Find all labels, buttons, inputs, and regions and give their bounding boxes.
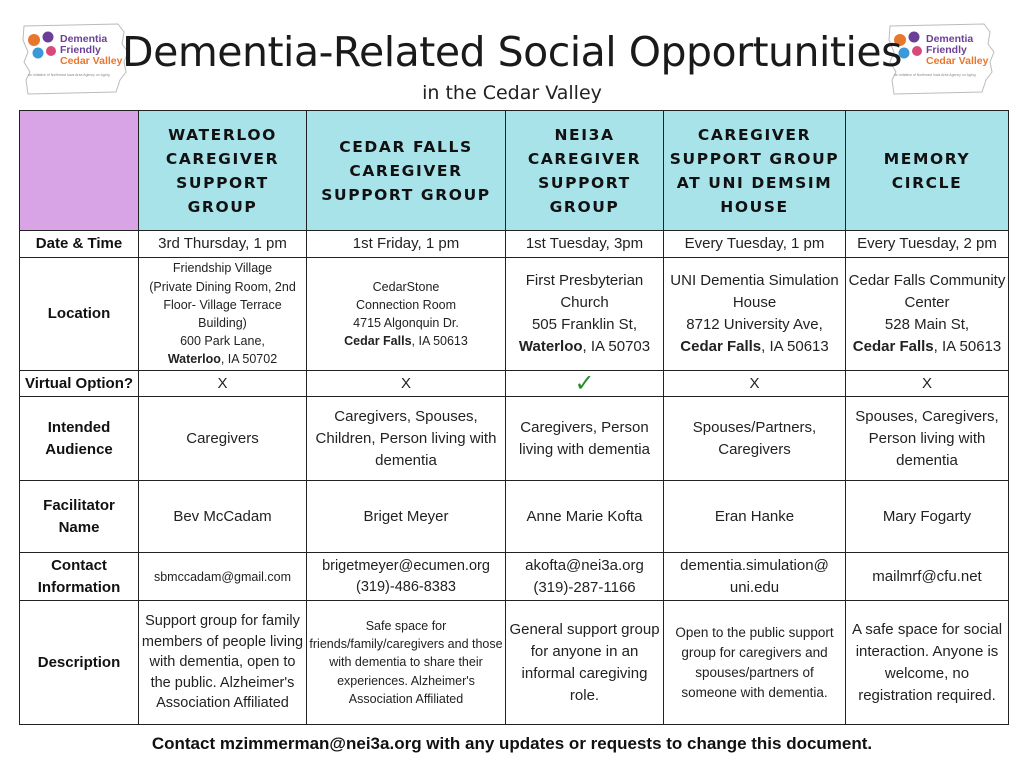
location-city: Waterloo	[167, 352, 221, 367]
virtual-cell: X	[846, 371, 1009, 397]
facilitator-cell: Bev McCadam	[139, 481, 307, 553]
table-row-description	[20, 601, 1009, 725]
audience-cell: Caregivers, Spouses, Children, Person living with dementia	[307, 397, 506, 481]
location-line: 600 Park Lane,	[180, 334, 265, 349]
logo-text-line3: Cedar Valley	[926, 55, 989, 67]
row-label-contact: Contact Information	[20, 553, 139, 601]
row-label-facilitator: Facilitator Name	[20, 481, 139, 553]
opportunities-table	[19, 110, 1009, 725]
datetime-cell: Every Tuesday, 2 pm	[846, 231, 1009, 258]
location-line: 528 Main St,	[884, 316, 970, 333]
logo-text-line3: Cedar Valley	[60, 55, 123, 67]
contact-email-link[interactable]: akofta@nei3a.org	[525, 556, 644, 574]
page-subtitle: in the Cedar Valley	[422, 82, 602, 104]
location-line: Friendship Village	[172, 261, 273, 276]
column-header-waterloo: WATERLOO CAREGIVER SUPPORT GROUP	[139, 111, 307, 231]
description-cell: General support group for anyone in an informal caregiving role.	[506, 601, 664, 725]
description-cell: Safe space for friends/family/caregivers and those with dementia to share their experiences. Alzheimer's Association Affiliated	[307, 601, 506, 725]
table-row-facilitator	[20, 481, 1009, 553]
datetime-cell: Every Tuesday, 1 pm	[664, 231, 846, 258]
contact-cell	[846, 553, 1009, 601]
location-cell-uni-demsim	[664, 258, 846, 371]
contact-cell	[307, 553, 506, 601]
description-cell: Open to the public support group for caregivers and spouses/partners of someone with dementia.	[664, 601, 846, 725]
location-city: Cedar Falls	[680, 338, 762, 355]
column-header-cedar-falls: CEDAR FALLS CAREGIVER SUPPORT GROUP	[307, 111, 506, 231]
location-line: CedarStone	[372, 280, 440, 294]
location-line: First Presbyterian Church	[525, 272, 644, 311]
page-title: Dementia-Related Social Opportunities	[122, 28, 902, 76]
facilitator-cell: Briget Meyer	[307, 481, 506, 553]
location-city: Waterloo	[518, 338, 583, 355]
contact-cell	[506, 553, 664, 601]
logo-tagline: An initiative of Northeast Iowa Area Agency on Aging	[894, 73, 976, 77]
location-line: Cedar Falls Community Center	[848, 272, 1006, 311]
table-row-contact	[20, 553, 1009, 601]
facilitator-cell: Eran Hanke	[664, 481, 846, 553]
audience-cell: Caregivers	[139, 397, 307, 481]
location-city: Cedar Falls	[344, 334, 412, 348]
virtual-cell: X	[139, 371, 307, 397]
logo-text-line1: Dementia	[60, 33, 108, 45]
description-cell: Support group for family members of people living with dementia, open to the public. Alzheimer's Association Affiliated	[139, 601, 307, 725]
location-cell-waterloo	[139, 258, 307, 371]
row-label-datetime: Date & Time	[20, 231, 139, 258]
location-line: 4715 Algonquin Dr.	[353, 316, 459, 330]
checkmark-icon: ✓	[506, 371, 664, 397]
facilitator-cell: Mary Fogarty	[846, 481, 1009, 553]
column-header-nei3a: NEI3A CAREGIVER SUPPORT GROUP	[506, 111, 664, 231]
location-state: , IA 50702	[220, 352, 278, 367]
table-row-location	[20, 258, 1009, 371]
audience-cell: Spouses/Partners, Caregivers	[664, 397, 846, 481]
location-cell-memory-circle	[846, 258, 1009, 371]
location-state: , IA 50613	[411, 334, 468, 348]
datetime-cell: 1st Friday, 1 pm	[307, 231, 506, 258]
virtual-cell: X	[664, 371, 846, 397]
column-header-memory-circle: MEMORY CIRCLE	[846, 111, 1009, 231]
audience-cell: Spouses, Caregivers, Person living with dementia	[846, 397, 1009, 481]
logo-text-line2: Friendly	[926, 44, 967, 56]
location-line: 8712 University Ave,	[686, 316, 823, 333]
footer-contact-note: Contact mzimmerman@nei3a.org with any updates or requests to change this document.	[151, 734, 873, 753]
logo-tagline: An initiative of Northeast Iowa Area Agency on Aging	[28, 73, 110, 77]
description-cell: A safe space for social interaction. Anyone is welcome, no registration required.	[846, 601, 1009, 725]
table-row-datetime	[20, 231, 1009, 258]
contact-email-link[interactable]: sbmccadam@gmail.com	[153, 569, 292, 584]
location-line: (Private Dining Room, 2nd Floor- Village Terrace Building)	[149, 279, 296, 330]
location-state: , IA 50703	[582, 338, 651, 355]
facilitator-cell: Anne Marie Kofta	[506, 481, 664, 553]
column-header-uni-demsim: CAREGIVER SUPPORT GROUP AT UNI DEMSIM HOUSE	[664, 111, 846, 231]
contact-email-link[interactable]: dementia.simulation@ uni.edu	[680, 556, 829, 596]
header-row	[20, 111, 1009, 231]
datetime-cell: 3rd Thursday, 1 pm	[139, 231, 307, 258]
contact-phone: (319)-287-1166	[533, 578, 636, 596]
location-cell-cedar-falls	[307, 258, 506, 371]
contact-phone: (319)-486-8383	[356, 578, 456, 595]
table-row-audience	[20, 397, 1009, 481]
location-state: , IA 50613	[761, 338, 829, 355]
logo-text-line1: Dementia	[926, 33, 974, 45]
header-corner-cell	[20, 111, 139, 231]
location-line: UNI Dementia Simulation House	[670, 272, 839, 311]
location-city: Cedar Falls	[852, 338, 934, 355]
contact-email-link[interactable]: brigetmeyer@ecumen.org	[322, 558, 490, 574]
datetime-cell: 1st Tuesday, 3pm	[506, 231, 664, 258]
logo-text-line2: Friendly	[60, 44, 101, 56]
contact-email-link[interactable]: mailmrf@cfu.net	[872, 567, 982, 585]
row-label-virtual: Virtual Option?	[20, 371, 139, 397]
location-cell-nei3a	[506, 258, 664, 371]
location-line: 505 Franklin St,	[531, 316, 638, 333]
row-label-description: Description	[20, 601, 139, 725]
location-state: , IA 50613	[933, 338, 1002, 355]
location-line: Connection Room	[355, 298, 457, 312]
virtual-cell: X	[307, 371, 506, 397]
table-row-virtual	[20, 371, 1009, 397]
contact-cell	[139, 553, 307, 601]
contact-cell	[664, 553, 846, 601]
row-label-location: Location	[20, 258, 139, 371]
audience-cell: Caregivers, Person living with dementia	[506, 397, 664, 481]
row-label-audience: Intended Audience	[20, 397, 139, 481]
